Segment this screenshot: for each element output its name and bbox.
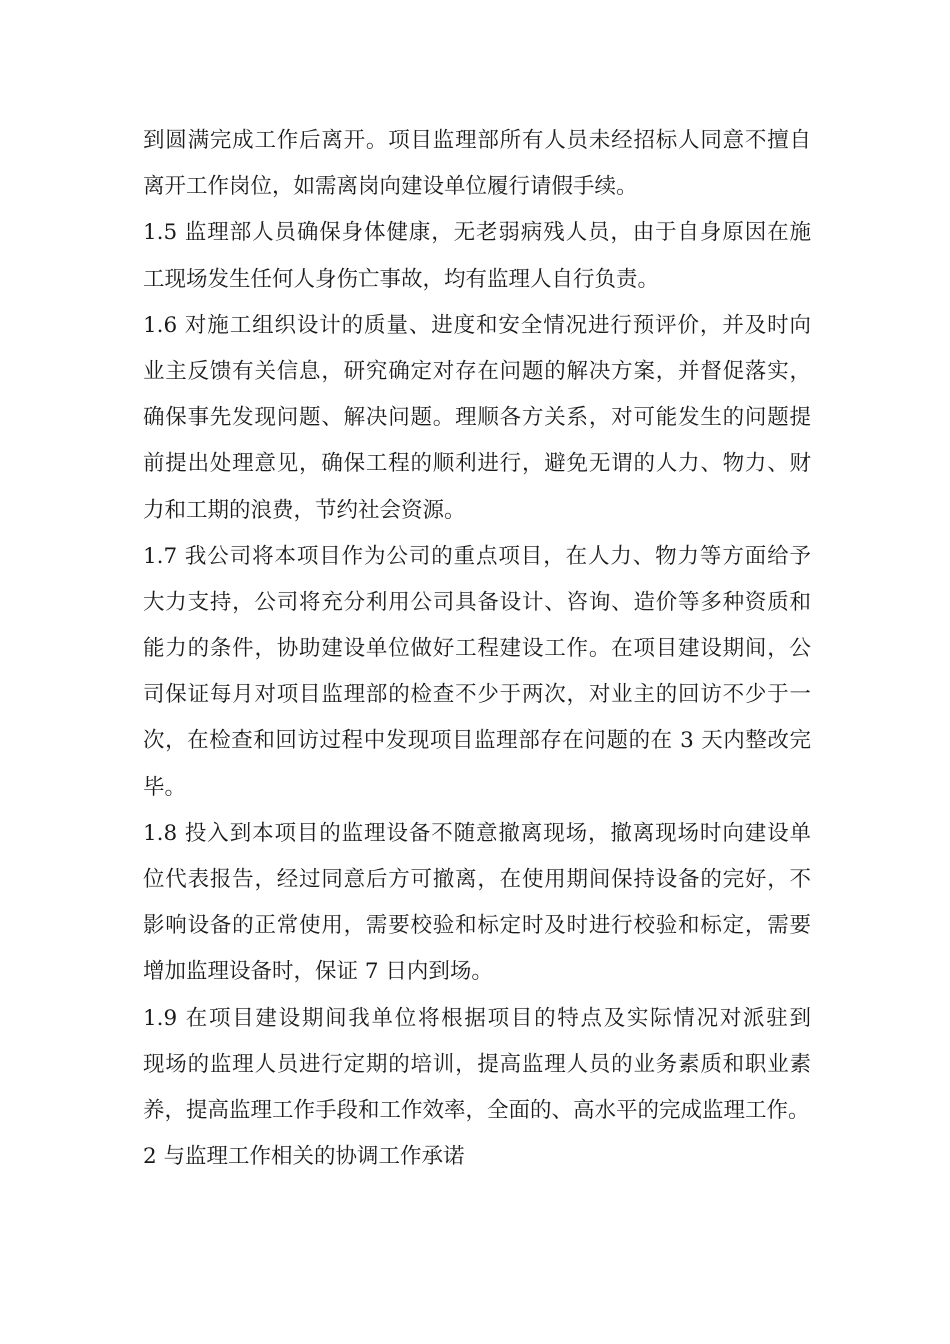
text-line: 1.9 在项目建设期间我单位将根据项目的特点及实际情况对派驻到: [143, 1005, 811, 1031]
document-body: [143, 118, 811, 1180]
text-line: 力和工期的浪费，节约社会资源。: [143, 497, 466, 523]
text-line: 1.7 我公司将本项目作为公司的重点项目，在人力、物力等方面给予: [143, 543, 811, 569]
text-line: 影响设备的正常使用，需要校验和标定时及时进行校验和标定，需要: [143, 913, 811, 939]
heading-text: 2 与监理工作相关的协调工作承诺: [143, 1144, 465, 1170]
text-line: 司保证每月对项目监理部的检查不少于两次，对业主的回访不少于一: [143, 682, 811, 708]
text-line: 毕。: [143, 774, 187, 800]
paragraph-1-6: [143, 303, 811, 534]
text-line: 确保事先发现问题、解决问题。理顺各方关系，对可能发生的问题提: [143, 405, 811, 431]
text-line: 次，在检查和回访过程中发现项目监理部存在问题的在 3 天内整改完: [143, 728, 811, 754]
text-line: 养，提高监理工作手段和工作效率，全面的、高水平的完成监理工作。: [143, 1097, 810, 1123]
text-line: 离开工作岗位，如需离岗向建设单位履行请假手续。: [143, 174, 638, 200]
text-line: 1.5 监理部人员确保身体健康，无老弱病残人员，由于自身原因在施: [143, 220, 811, 246]
paragraph-continued: [143, 118, 811, 210]
text-line: 1.8 投入到本项目的监理设备不随意撤离现场，撤离现场时向建设单: [143, 820, 811, 846]
text-line: 到圆满完成工作后离开。项目监理部所有人员未经招标人同意不擅自: [143, 128, 811, 153]
text-line: 1.6 对施工组织设计的质量、进度和安全情况进行预评价，并及时向: [143, 312, 811, 338]
paragraph-1-9: [143, 996, 811, 1135]
text-line: 业主反馈有关信息，研究确定对存在问题的解决方案，并督促落实，: [143, 358, 811, 384]
text-line: 大力支持，公司将充分利用公司具备设计、咨询、造价等多种资质和: [143, 589, 811, 615]
text-line: 位代表报告，经过同意后方可撤离，在使用期间保持设备的完好，不: [143, 867, 811, 892]
text-line: 前提出处理意见，确保工程的顺利进行，避免无谓的人力、物力、财: [143, 451, 811, 477]
paragraph-1-7: [143, 534, 811, 811]
text-line: 现场的监理人员进行定期的培训，提高监理人员的业务素质和职业素: [143, 1051, 811, 1077]
section-heading-2: [143, 1134, 811, 1180]
text-line: 工现场发生任何人身伤亡事故，均有监理人自行负责。: [143, 266, 660, 292]
text-line: 能力的条件，协助建设单位做好工程建设工作。在项目建设期间，公: [143, 636, 811, 662]
paragraph-1-5: [143, 210, 811, 302]
paragraph-1-8: [143, 811, 811, 996]
text-line: 增加监理设备时，保证 7 日内到场。: [143, 959, 493, 985]
